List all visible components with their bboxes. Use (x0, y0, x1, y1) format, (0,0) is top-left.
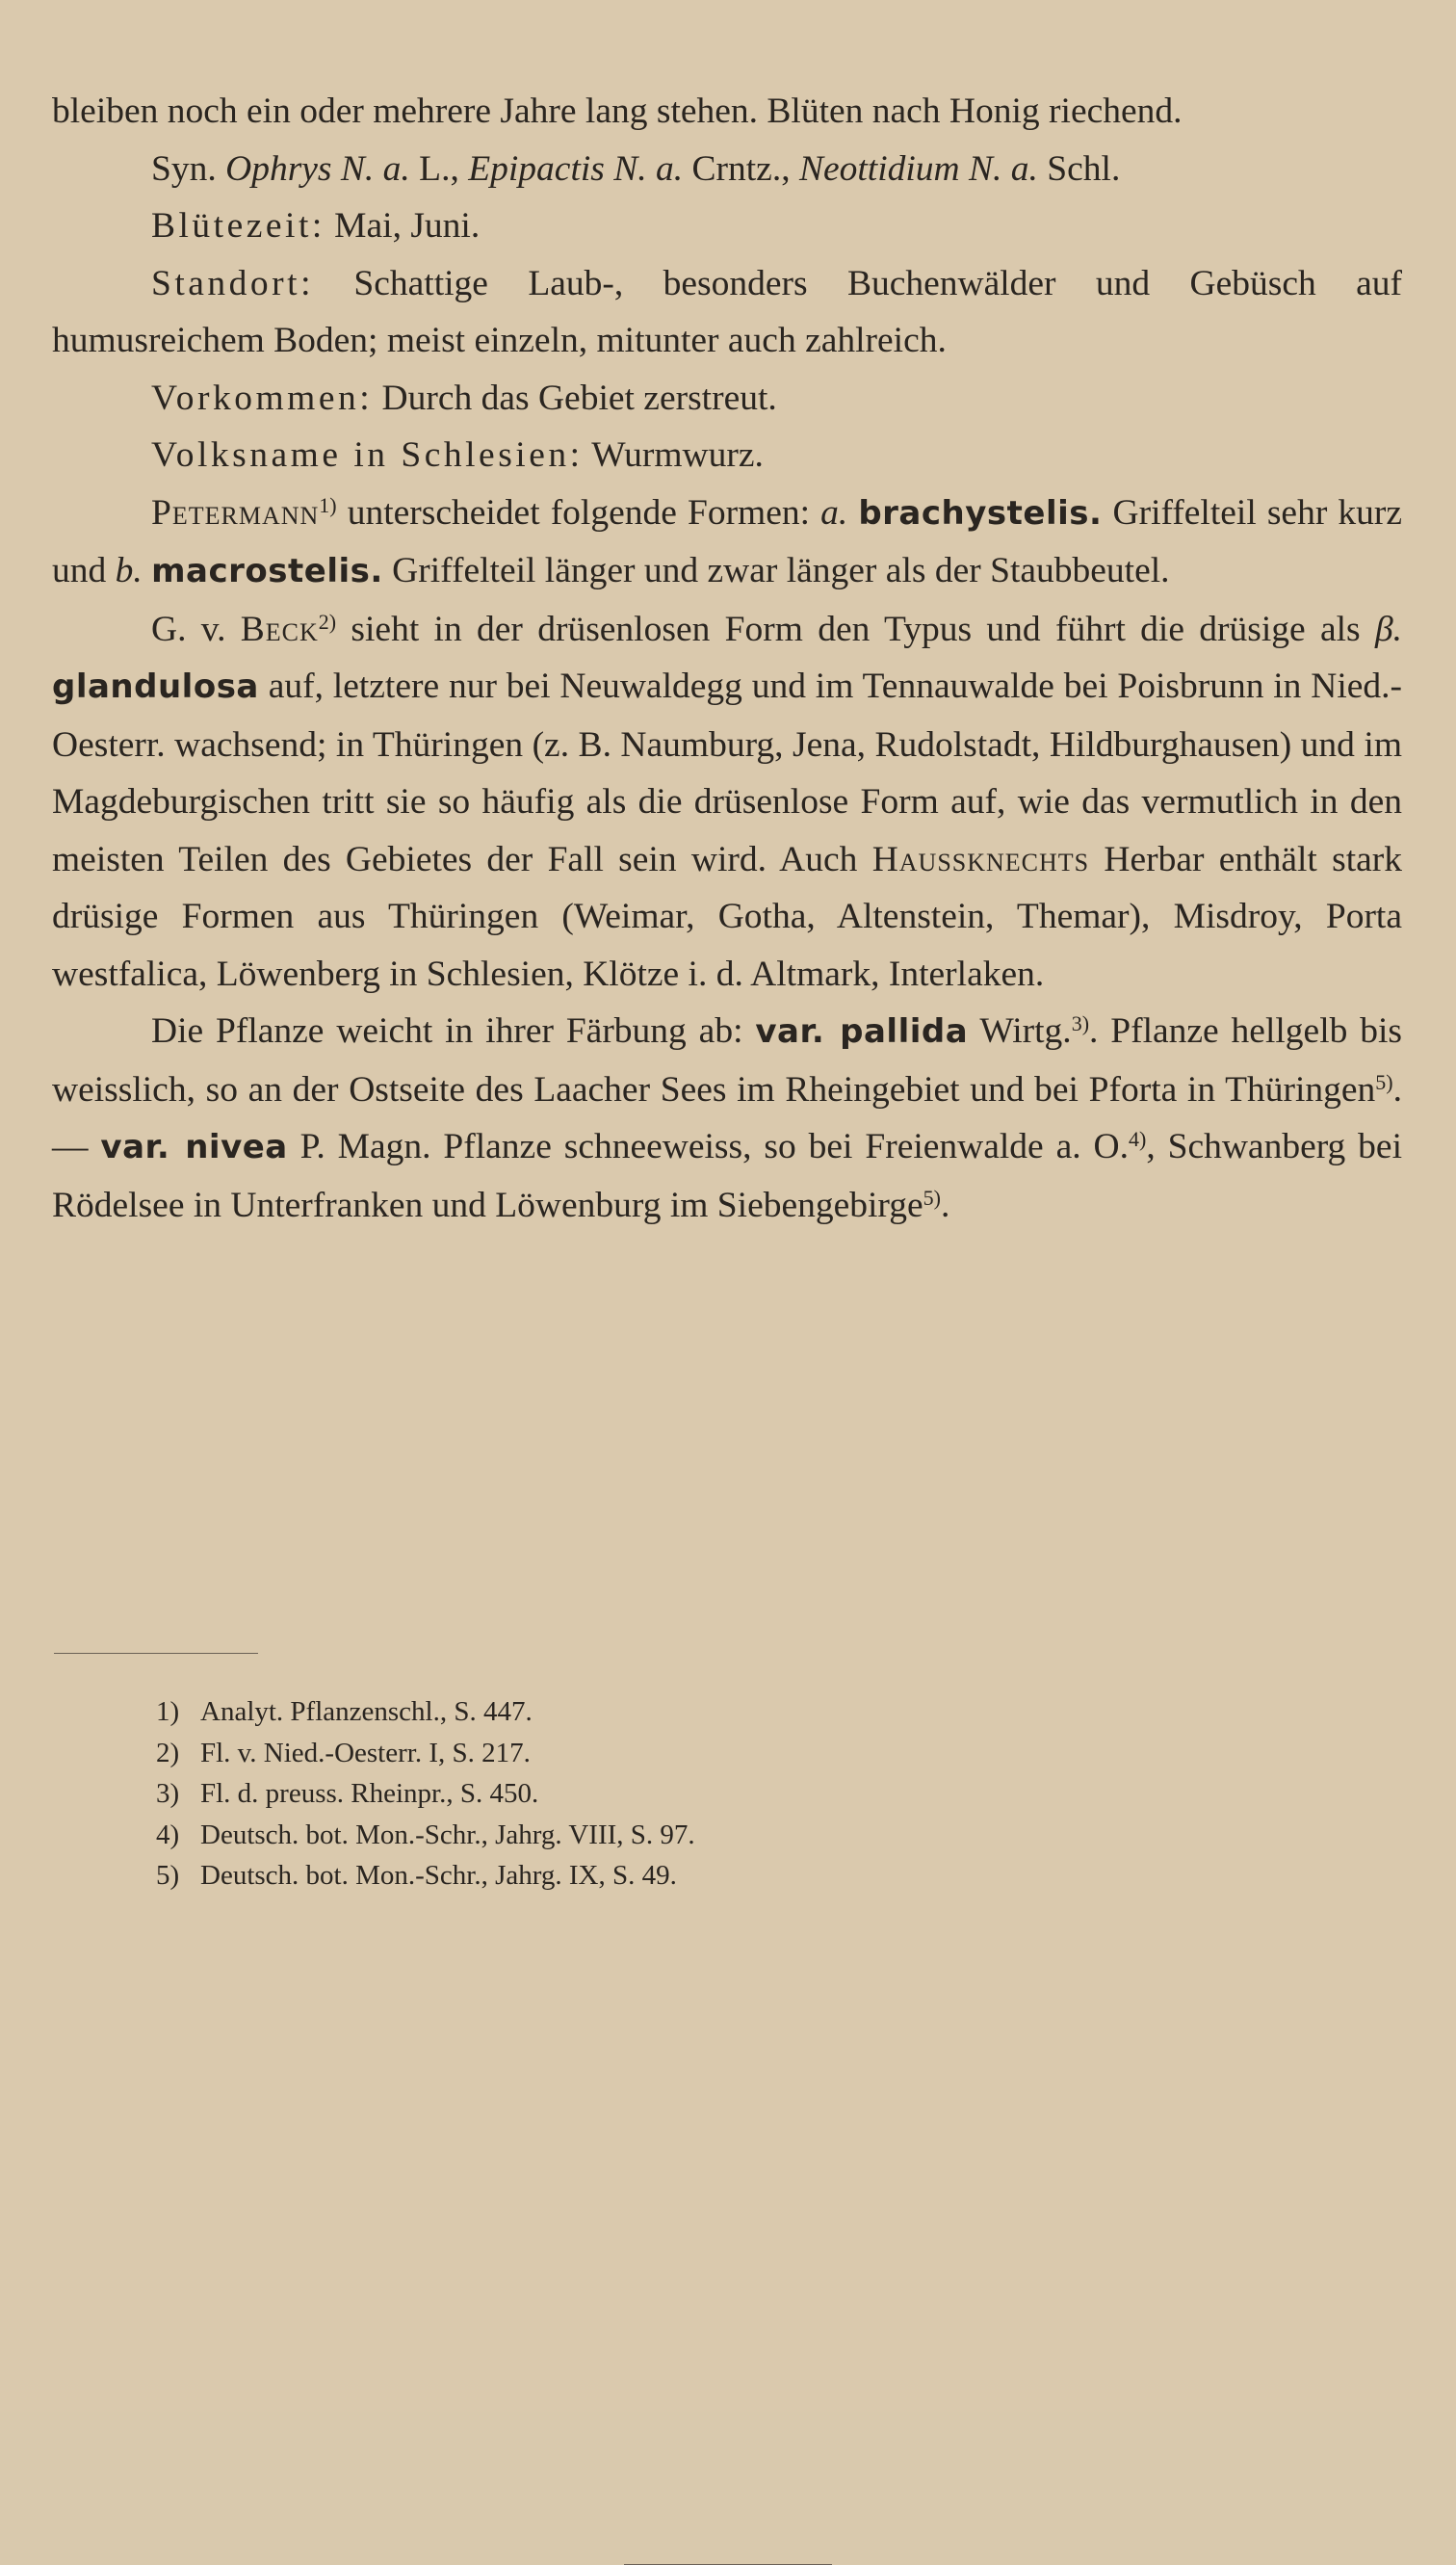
paragraph-text: unterscheidet folgende Formen: (347, 492, 811, 533)
paragraph-text: bleiben noch ein oder mehrere Jahre lang stehen. Blüten nach Honig riechend. (52, 92, 1183, 131)
paragraph-text: P. Magn. Pflanze schneeweiss, so bei Freienwalde a. O. (299, 1127, 1129, 1166)
form-mark: a. (820, 492, 848, 533)
petermann-paragraph (52, 484, 1402, 601)
vorkommen-value: Durch das Gebiet zerstreut. (381, 378, 777, 418)
footnote-text: Fl. v. Nied.-Oesterr. I, S. 217. (200, 1737, 531, 1768)
footnote-ref: 1) (319, 492, 337, 517)
form-mark: b. (115, 551, 143, 590)
footnote-mark: 2) (156, 1737, 180, 1768)
form-brachystelis: brachystelis. (858, 493, 1103, 533)
paragraph-text: . — (52, 1069, 1402, 1166)
footnote-mark: 4) (156, 1819, 180, 1850)
form-macrostelis: macrostelis. (151, 552, 383, 590)
paragraph-text: Griffelteil sehr kurz und (52, 492, 1403, 590)
footnote-mark: 5) (156, 1860, 180, 1891)
syn-neottidium: Neottidium N. a. (798, 148, 1038, 189)
footnote-separator (54, 1653, 258, 1654)
volksname-paragraph (52, 427, 1402, 484)
paragraph-text: , Schwanberg bei Rödelsee in Unterfranken und Löwenburg im Siebengebirge (52, 1127, 1402, 1225)
author-wirtg: Wirtg. (979, 1011, 1072, 1051)
paragraph-text: . Pflanze hellgelb bis weisslich, so an der Ostseite des Laacher Sees im Rheingebiet und bei Pforta in Thüringen (52, 1011, 1402, 1110)
standort-paragraph (52, 255, 1402, 370)
bluetezeit-paragraph (52, 197, 1402, 255)
vorkommen-label: Vorkommen: (151, 378, 374, 418)
faerbung-paragraph (52, 1003, 1402, 1234)
paragraph-continuation (52, 83, 1402, 141)
footnote-mark: 1) (156, 1696, 180, 1727)
paragraph-text: sieht in der drüsenlosen Form den Typus und führt die drüsige als (351, 609, 1361, 649)
author-hausskkecht: Haussknechts (871, 839, 1090, 879)
footnote-mark: 3) (156, 1778, 180, 1809)
bluetezeit-label: Blütezeit: (151, 206, 325, 246)
syn-label: Syn. (151, 148, 217, 189)
author-petermann: Petermann (151, 492, 320, 533)
vorkommen-paragraph (52, 370, 1402, 428)
footnotes (156, 1691, 1023, 1897)
footnote (156, 1773, 1023, 1815)
footnote (156, 1733, 1023, 1774)
footnote-text: Deutsch. bot. Mon.-Schr., Jahrg. VIII, S. 97. (200, 1819, 695, 1850)
paragraph-text: auf, letztere nur bei Neuwaldegg und im Tennauwalde bei Poisbrunn in Nied.-Oesterr. wachsend; in Thüringen (z. B. Naumburg, Jena, Rudolstadt, Hildburghausen) und im Magdeburgischen tritt sie so häufig als die drüsenlose Form auf, wie das vermutlich in den meisten Teilen des Gebietes der Fall sein wird. Auch (52, 667, 1403, 879)
variety-nivea: var. nivea (100, 1128, 288, 1166)
volksname-label: Volksname in Schlesien: (151, 435, 584, 475)
footnote-text: Analyt. Pflanzenschl., S. 447. (200, 1696, 533, 1727)
footnote-ref: 3) (1071, 1011, 1090, 1035)
bluetezeit-value: Mai, Juni. (334, 206, 481, 246)
paragraph-text: Griffelteil länger und zwar länger als der Staubbeutel. (392, 551, 1170, 590)
paragraph-text: Die Pflanze weicht in ihrer Färbung ab: (151, 1011, 743, 1051)
syn-ophrys: Ophrys N. a. (225, 148, 410, 189)
volksname-value: Wurmwurz. (591, 435, 764, 475)
footnote (156, 1855, 1023, 1897)
standort-label: Standort: (151, 263, 314, 303)
syn-author-l: L., (419, 148, 459, 189)
variety-pallida: var. pallida (755, 1012, 969, 1051)
syn-epipactis: Epipactis N. a. (468, 148, 684, 189)
footnote-ref: 5) (923, 1185, 941, 1210)
standort-value: Schattige Laub-, besonders Buchenwälder und Gebüsch auf humusreichem Boden; meist einzeln, mitunter auch zahlreich. (52, 263, 1402, 360)
syn-author-schl: Schl. (1047, 148, 1121, 189)
body-text (52, 83, 1402, 1234)
footnote-ref: 5) (1375, 1069, 1393, 1094)
footnote-text: Deutsch. bot. Mon.-Schr., Jahrg. IX, S. 49. (200, 1860, 677, 1891)
footnote (156, 1815, 1023, 1856)
form-glandulosa: glandulosa (52, 667, 259, 706)
syn-author-crntz: Crntz., (691, 148, 791, 189)
footnote-text: Fl. d. preuss. Rheinpr., S. 450. (200, 1778, 539, 1809)
footnote (156, 1691, 1023, 1733)
author-beck: Beck (240, 609, 319, 649)
footnote-ref: 4) (1128, 1127, 1147, 1151)
paragraph-text: Herbar enthält stark drüsige Formen aus Thüringen (Weimar, Gotha, Altenstein, Themar), Misdroy, Porta westfalica, Löwenberg in Schlesien, Klötze i. d. Altmark, Interlaken. (52, 839, 1403, 994)
beck-paragraph (52, 601, 1402, 1004)
synonyms-paragraph (52, 141, 1402, 198)
footnote-ref: 2) (318, 609, 337, 634)
form-mark: β. (1374, 609, 1403, 649)
author-prefix: G. v. (151, 609, 226, 649)
paragraph-text: . (940, 1185, 950, 1225)
